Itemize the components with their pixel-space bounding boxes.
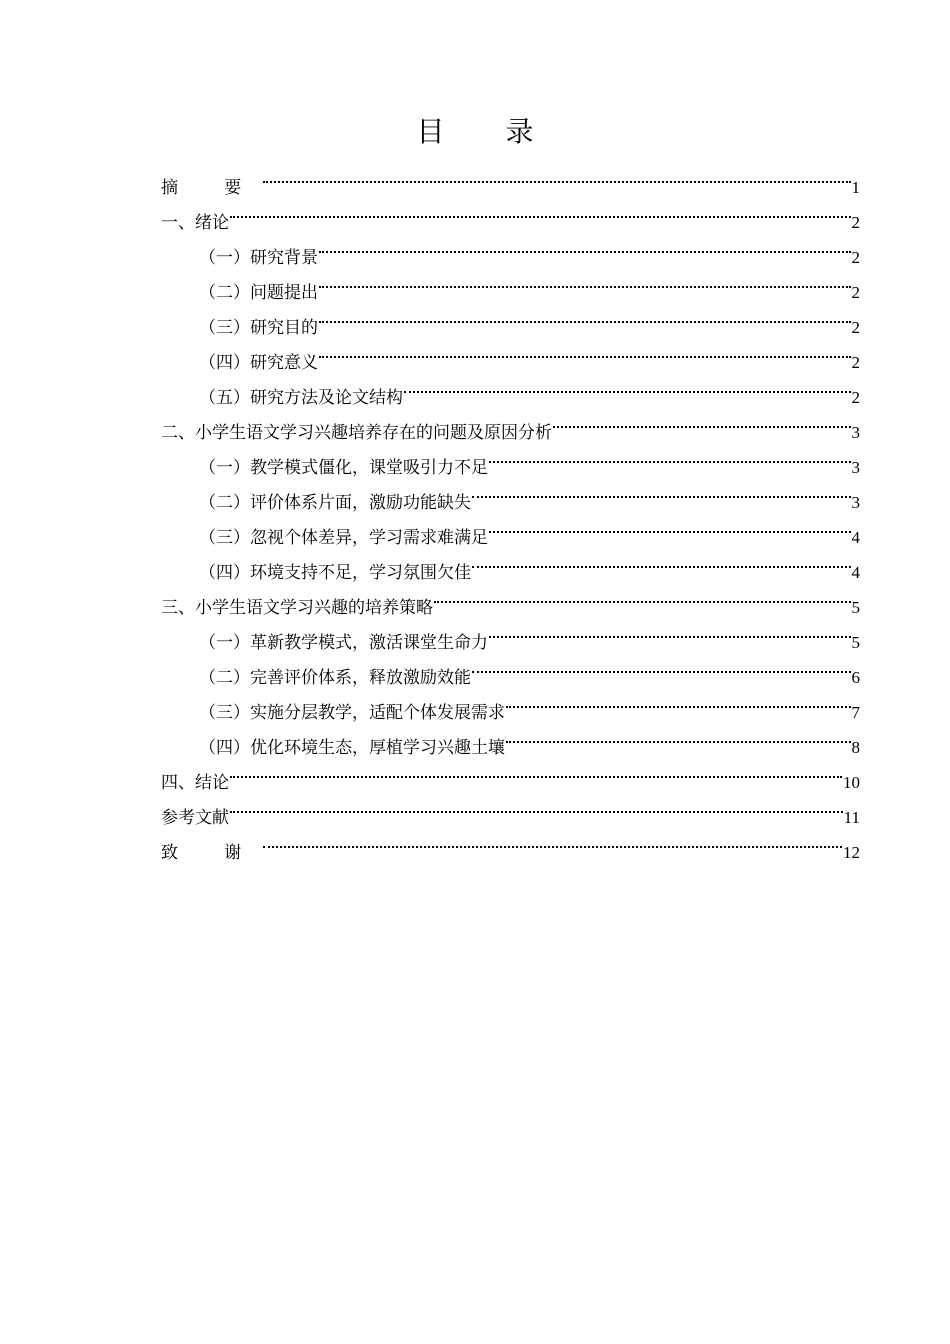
toc-page-number: 12 <box>843 843 860 862</box>
toc-title: 目 录 <box>416 115 560 148</box>
toc-dot-leader <box>472 473 851 508</box>
toc-entry-label: （二）问题提出 <box>199 283 318 303</box>
toc-page-number: 2 <box>851 353 860 372</box>
toc-dot-leader <box>319 228 851 263</box>
table-of-contents <box>161 158 860 863</box>
toc-entry-label: （一）教学模式僵化，课堂吸引力不足 <box>199 458 488 478</box>
toc-entry-label: 致 谢 <box>161 843 262 863</box>
toc-dot-leader <box>506 683 851 718</box>
toc-entry-label: （四）优化环境生态，厚植学习兴趣土壤 <box>199 738 505 758</box>
toc-dot-leader <box>553 403 851 438</box>
toc-page-number: 10 <box>843 773 860 792</box>
toc-entry[interactable] <box>161 788 860 828</box>
toc-dot-leader <box>506 718 851 753</box>
toc-dot-leader <box>230 193 851 228</box>
toc-dot-leader <box>472 648 851 683</box>
toc-entry-label: （五）研究方法及论文结构 <box>199 388 403 408</box>
toc-entry-label: 摘 要 <box>161 178 262 198</box>
toc-entry-label: （三）实施分层教学，适配个体发展需求 <box>199 703 505 723</box>
toc-page-number: 3 <box>851 493 860 512</box>
toc-entry[interactable] <box>161 158 860 198</box>
toc-entry-label: （三）忽视个体差异，学习需求难满足 <box>199 528 488 548</box>
toc-page-number: 2 <box>851 213 860 232</box>
toc-dot-leader <box>404 368 851 403</box>
toc-page-number: 2 <box>851 248 860 267</box>
toc-dot-leader <box>472 543 851 578</box>
toc-dot-leader <box>319 263 851 298</box>
toc-entry-label: （二）评价体系片面，激励功能缺失 <box>199 493 471 513</box>
toc-page-number: 5 <box>851 633 860 652</box>
toc-entry-label: （三）研究目的 <box>199 318 318 338</box>
toc-dot-leader <box>319 333 851 368</box>
toc-page-number: 4 <box>851 528 860 547</box>
toc-page-number: 2 <box>851 318 860 337</box>
toc-page-number: 1 <box>851 178 860 197</box>
toc-page-number: 5 <box>851 598 860 617</box>
toc-dot-leader <box>230 753 842 788</box>
toc-entry-label: （一）革新教学模式，激活课堂生命力 <box>199 633 488 653</box>
toc-entry-label: （四）研究意义 <box>199 353 318 373</box>
toc-dot-leader <box>489 613 851 648</box>
toc-entry-label: 三、小学生语文学习兴趣的培养策略 <box>161 598 433 618</box>
toc-dot-leader <box>489 508 851 543</box>
toc-entry[interactable] <box>161 228 860 268</box>
toc-page-number: 3 <box>851 458 860 477</box>
toc-dot-leader <box>319 298 851 333</box>
toc-entry[interactable] <box>161 823 860 863</box>
toc-page-number: 4 <box>851 563 860 582</box>
toc-dot-leader <box>489 438 851 473</box>
toc-entry-label: 二、小学生语文学习兴趣培养存在的问题及原因分析 <box>161 423 552 443</box>
toc-entry[interactable] <box>161 753 860 793</box>
toc-entry-label: （四）环境支持不足，学习氛围欠佳 <box>199 563 471 583</box>
toc-dot-leader <box>263 823 842 858</box>
toc-page-number: 2 <box>851 283 860 302</box>
toc-entry[interactable] <box>161 193 860 233</box>
toc-dot-leader <box>263 158 851 193</box>
toc-entry-label: 四、结论 <box>161 773 229 793</box>
toc-page-number: 3 <box>851 423 860 442</box>
toc-page-number: 6 <box>851 668 860 687</box>
toc-page-number: 8 <box>851 738 860 757</box>
toc-dot-leader <box>434 578 851 613</box>
toc-page-number: 2 <box>851 388 860 407</box>
toc-page-number: 11 <box>843 808 860 827</box>
toc-entry-label: 参考文献 <box>161 808 229 828</box>
toc-dot-leader <box>230 788 843 823</box>
toc-entry-label: （一）研究背景 <box>199 248 318 268</box>
toc-entry-label: 一、绪论 <box>161 213 229 233</box>
toc-entry-label: （二）完善评价体系，释放激励效能 <box>199 668 471 688</box>
toc-page-number: 7 <box>851 703 860 722</box>
